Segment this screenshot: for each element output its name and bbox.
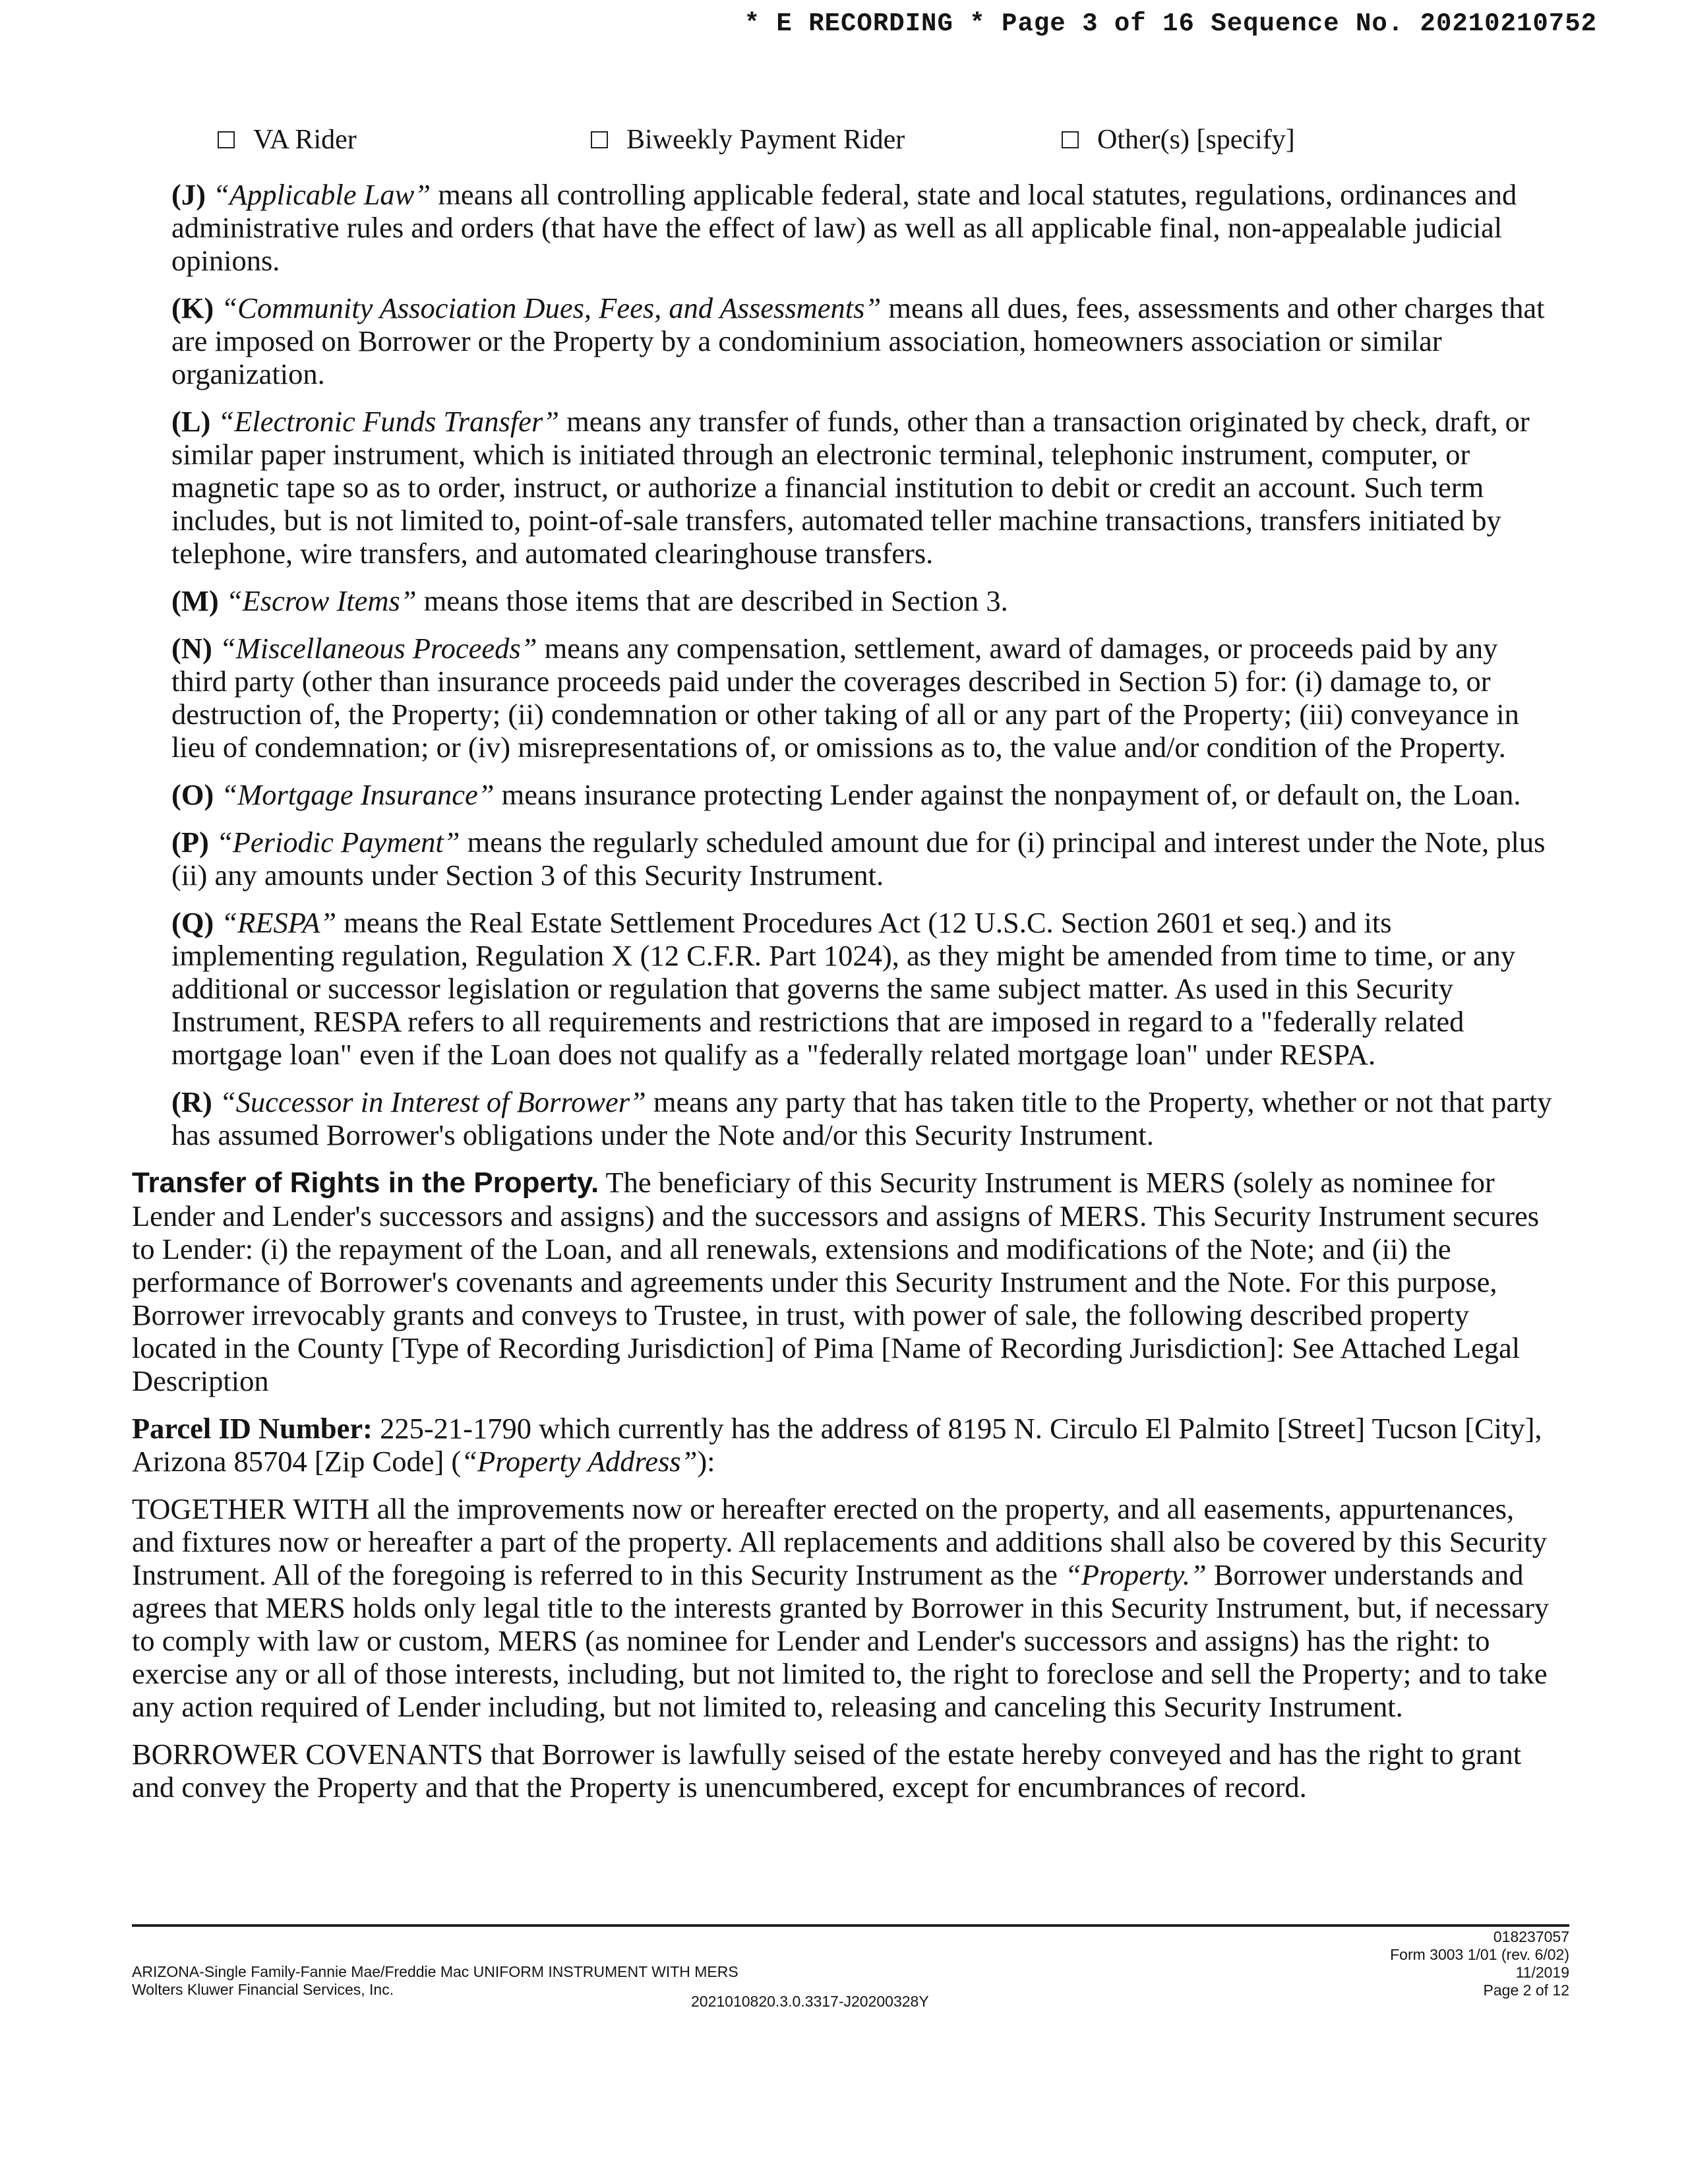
definition-m: (M) “Escrow Items” means those items that are described in Section 3.	[171, 584, 1008, 617]
rider-label: Other(s) [specify]	[1097, 125, 1295, 155]
publisher: Wolters Kluwer Financial Services, Inc.	[132, 1981, 394, 1998]
document-body	[132, 178, 1556, 1818]
definition-l: (L) “Electronic Funds Transfer” means any transfer of funds, other than a transaction originated by check, draft, or similar paper instrument, which is initiated through an electronic terminal, telephonic instrument, computer, or magnetic tape so as to order, instruct, or authorize a financial institution to debit or credit an account. Such term includes, but is not limited to, point-of-sale transfers, automated teller machine transactions, transfers initiated by telephone, wire transfers, and automated clearinghouse transfers.	[171, 405, 1530, 570]
parcel-paragraph: Parcel ID Number: 225-21-1790 which currently has the address of 8195 N. Circulo El Palmito [Street] Tucson [City], Arizona 85704 [Zip Code] (“Property Address”):	[132, 1412, 1542, 1478]
definitions-list	[132, 178, 1556, 1151]
checkbox-icon[interactable]	[218, 131, 235, 148]
borrower-covenants-paragraph: BORROWER COVENANTS that Borrower is lawfully seised of the estate hereby conveyed and has the right to grant and convey the Property and that the Property is unencumbered, except for encumbrances of record.	[132, 1738, 1522, 1804]
rider-other[interactable]	[1062, 124, 1295, 156]
form-date: 11/2019	[1515, 1964, 1569, 1981]
document-code: 2021010820.3.0.3317-J20200328Y	[691, 1993, 929, 2010]
definition-r: (R) “Successor in Interest of Borrower” means any party that has taken title to the Property, whether or not that party has assumed Borrower's obligations under the Note and/or this Security Instrument.	[171, 1085, 1552, 1151]
riders-row	[218, 124, 1470, 164]
footer-left	[132, 1963, 738, 1999]
checkbox-icon[interactable]	[1062, 131, 1079, 148]
page-number: Page 2 of 12	[1483, 1982, 1569, 1999]
footer-right	[1390, 1928, 1569, 1999]
definition-p: (P) “Periodic Payment” means the regularly scheduled amount due for (i) principal and interest under the Note, plus (ii) any amounts under Section 3 of this Security Instrument.	[171, 826, 1546, 892]
rider-label: VA Rider	[253, 125, 357, 155]
form-number: Form 3003 1/01 (rev. 6/02)	[1390, 1946, 1569, 1963]
parcel-label: Parcel ID Number:	[132, 1412, 373, 1445]
transfer-of-rights-paragraph: Transfer of Rights in the Property. The beneficiary of this Security Instrument is MERS (solely as nominee for Lender and Lender's successors and assigns) and the successors and assigns of MERS. This Security Instrument secures to Lender: (i) the repayment of the Loan, and all renewals, extensions and modifications of the Note; and (ii) the performance of Borrower's covenants and agreements under this Security Instrument and the Note. For this purpose, Borrower irrevocably grants and conveys to Trustee, in trust, with power of sale, the following described property located in the County [Type of Recording Jurisdiction] of Pima [Name of Recording Jurisdiction]: See Attached Legal Description	[132, 1166, 1540, 1397]
rider-label: Biweekly Payment Rider	[626, 125, 905, 155]
rider-va[interactable]	[218, 124, 357, 156]
recording-header: * E RECORDING * Page 3 of 16 Sequence No. 20210210752	[744, 9, 1597, 38]
definition-k: (K) “Community Association Dues, Fees, and Assessments” means all dues, fees, assessments and other charges that are imposed on Borrower or the Property by a condominium association, homeowners association or similar organization.	[171, 291, 1545, 390]
rider-biweekly[interactable]	[591, 124, 905, 156]
definition-n: (N) “Miscellaneous Proceeds” means any compensation, settlement, award of damages, or proceeds paid by any third party (other than insurance proceeds paid under the coverages described in Section 5) for: (i) damage to, or destruction of, the Property; (ii) condemnation or other taking of all or any part of the Property; (iii) conveyance in lieu of condemnation; or (iv) misrepresentations of, or omissions as to, the value and/or condition of the Property.	[171, 632, 1519, 764]
loan-number: 018237057	[1493, 1928, 1569, 1945]
definition-j: (J) “Applicable Law” means all controlling applicable federal, state and local statutes, regulations, ordinances and administrative rules and orders (that have the effect of law) as well as all applicable final, non-appealable judicial opinions.	[171, 178, 1517, 277]
definition-q: (Q) “RESPA” means the Real Estate Settlement Procedures Act (12 U.S.C. Section 2601 et seq.) and its implementing regulation, Regulation X (12 C.F.R. Part 1024), as they might be amended from time to time, or any additional or successor legislation or regulation that governs the same subject matter. As used in this Security Instrument, RESPA refers to all requirements and restrictions that are imposed in regard to a "federally related mortgage loan" even if the Loan does not qualify as a "federally related mortgage loan" under RESPA.	[171, 906, 1516, 1071]
page-footer	[132, 1924, 1569, 2019]
together-with-paragraph: TOGETHER WITH all the improvements now or hereafter erected on the property, and all easements, appurtenances, and fixtures now or hereafter a part of the property. All replacements and additions shall also be covered by this Security Instrument. All of the foregoing is referred to in this Security Instrument as the “Property.” Borrower understands and agrees that MERS holds only legal title to the interests granted by Borrower in this Security Instrument, but, if necessary to comply with law or custom, MERS (as nominee for Lender and Lender's successors and assigns) has the right: to exercise any or all of those interests, including, but not limited to, the right to foreclose and sell the Property; and to take any action required of Lender including, but not limited to, releasing and canceling this Security Instrument.	[132, 1492, 1550, 1723]
form-title: ARIZONA-Single Family-Fannie Mae/Freddie Mac UNIFORM INSTRUMENT WITH MERS	[132, 1963, 738, 1980]
checkbox-icon[interactable]	[591, 131, 608, 148]
definition-o: (O) “Mortgage Insurance” means insurance protecting Lender against the nonpayment of, or default on, the Loan.	[171, 778, 1521, 811]
section-title: Transfer of Rights in the Property.	[132, 1167, 599, 1199]
